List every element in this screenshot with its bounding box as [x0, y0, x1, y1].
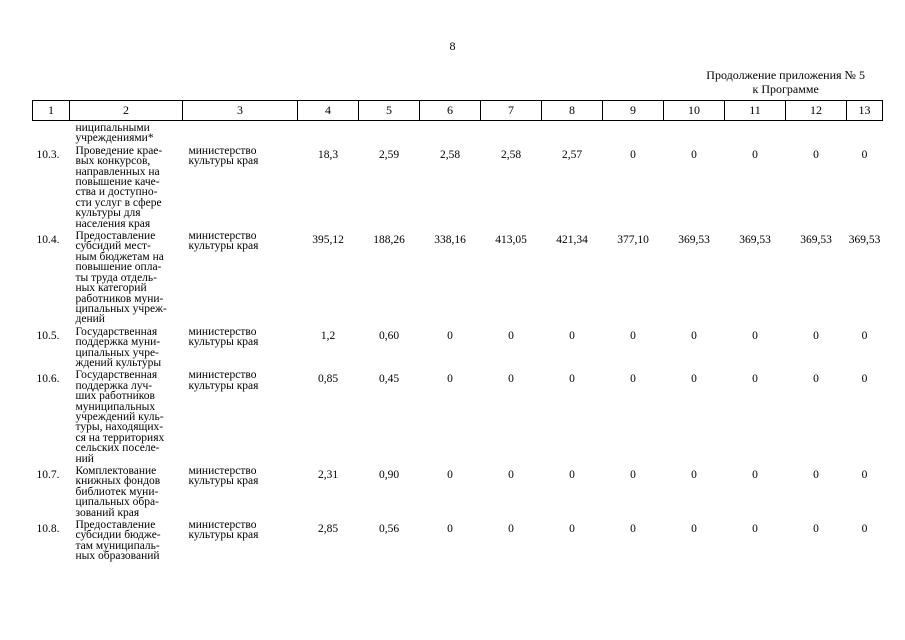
- table-row: [33, 325, 883, 369]
- header-row: [33, 101, 883, 121]
- name-line: дений: [75, 313, 105, 326]
- name-line: сти услуг в сфере: [75, 196, 162, 209]
- activity-name: [70, 229, 183, 325]
- name-line: книжных фондов: [75, 475, 161, 488]
- value-cell: 0: [861, 523, 868, 536]
- value-cell: 0: [630, 329, 636, 342]
- value-cell: 0: [447, 469, 453, 481]
- name-line: Предоставление: [75, 519, 156, 532]
- name-line: Предоставление: [75, 230, 156, 243]
- name-line: поддержка луч-: [75, 379, 153, 392]
- column-header: 11: [725, 101, 786, 121]
- value-cell: 0: [861, 373, 868, 386]
- value-cell: 0: [752, 373, 758, 386]
- value-cell: 377,10: [617, 234, 649, 247]
- column-header: 9: [603, 101, 664, 121]
- value-cell: 0: [691, 523, 697, 536]
- table-row: [33, 368, 883, 464]
- name-line: направленных на: [75, 165, 160, 178]
- value-cell: 0,56: [378, 523, 400, 536]
- value-cell: 0: [630, 373, 636, 386]
- name-line: Комплектование: [75, 465, 157, 477]
- name-line: ждений культуры: [75, 356, 162, 369]
- table-row: [33, 229, 883, 325]
- caption-line-1: Продолжение приложения № 5: [706, 68, 865, 82]
- column-header: 4: [298, 101, 359, 121]
- column-header: 3: [183, 101, 298, 121]
- value-cell: 369,53: [739, 234, 771, 247]
- executor-line: культуры края: [188, 155, 259, 168]
- activity-name: [70, 518, 183, 562]
- value-cell: 369,53: [800, 234, 832, 247]
- value-cell: 0: [752, 329, 758, 342]
- activity-name: [70, 144, 183, 229]
- name-line: ципальных учреж-: [75, 302, 167, 315]
- name-line: культуры для: [75, 207, 141, 220]
- name-line: ных образований: [75, 550, 160, 563]
- activity-name: [70, 325, 183, 369]
- executor: [183, 518, 298, 562]
- value-cell: 188,26: [373, 234, 405, 247]
- continuation-row: [33, 121, 883, 144]
- value-cell: 413,05: [495, 234, 527, 247]
- program-table: [32, 100, 883, 562]
- name-line: работников муни-: [75, 292, 164, 305]
- value-cell: 395,12: [312, 234, 344, 247]
- appendix-caption: [706, 68, 865, 96]
- value-cell: 0: [752, 523, 758, 536]
- value-cell: 0: [508, 469, 514, 481]
- value-cell: 0: [630, 523, 636, 536]
- value-cell: 369,53: [678, 234, 710, 247]
- column-header: 1: [33, 101, 70, 121]
- caption-line-2: к Программе: [752, 82, 819, 96]
- executor-line: министерство: [188, 230, 257, 243]
- value-cell: 338,16: [434, 234, 466, 247]
- name-line: повышение каче-: [75, 176, 160, 189]
- value-cell: 0: [447, 523, 453, 536]
- value-cell: 0,60: [378, 329, 400, 342]
- column-header: 5: [359, 101, 420, 121]
- executor-line: министерство: [188, 144, 257, 157]
- executor: [183, 229, 298, 325]
- executor: [183, 325, 298, 369]
- name-line: Государственная: [75, 369, 158, 382]
- name-line: туры, находящих-: [75, 421, 164, 434]
- name-line: там муниципаль-: [75, 539, 160, 552]
- value-cell: 0: [508, 329, 514, 342]
- name-line: библиотек муни-: [75, 485, 159, 498]
- name-line: ний: [75, 452, 94, 465]
- name-line: повышение опла-: [75, 261, 162, 274]
- value-cell: 0: [813, 469, 819, 481]
- value-cell: 18,3: [317, 148, 339, 161]
- name-line: учреждениями*: [75, 132, 154, 145]
- value-cell: 0: [569, 329, 575, 342]
- value-cell: 2,85: [317, 523, 339, 536]
- row-number: 10.7.: [36, 469, 60, 481]
- value-cell: 0: [508, 373, 514, 386]
- name-line: ным бюджетам на: [75, 250, 164, 263]
- executor-line: министерство: [188, 519, 257, 532]
- table-row: [33, 144, 883, 229]
- column-header: 10: [664, 101, 725, 121]
- column-header: 7: [481, 101, 542, 121]
- value-cell: 0: [569, 373, 575, 386]
- table-row: [33, 518, 883, 562]
- value-cell: 0: [569, 469, 575, 481]
- value-cell: 2,58: [439, 148, 461, 161]
- value-cell: 421,34: [556, 234, 588, 247]
- row-number: 10.3.: [36, 148, 60, 161]
- column-header: 6: [420, 101, 481, 121]
- executor-line: культуры края: [188, 240, 259, 253]
- value-cell: 0: [508, 523, 514, 536]
- value-cell: 0: [447, 373, 453, 386]
- executor-line: культуры края: [188, 529, 259, 542]
- name-line: Государственная: [75, 325, 158, 338]
- page-number: 8: [449, 39, 456, 53]
- name-line: субсидий мест-: [75, 240, 151, 253]
- value-cell: 0: [630, 469, 636, 481]
- column-header: 13: [847, 101, 883, 121]
- value-cell: 1,2: [320, 329, 336, 342]
- name-line: ципальных учре-: [75, 346, 159, 359]
- value-cell: 2,59: [378, 148, 400, 161]
- value-cell: 0: [691, 148, 697, 161]
- value-cell: 0: [630, 148, 636, 161]
- continuation-text: [70, 121, 183, 144]
- executor-line: культуры края: [188, 379, 259, 392]
- value-cell: 0: [861, 148, 868, 161]
- value-cell: 0: [813, 148, 819, 161]
- name-line: зований края: [75, 506, 140, 519]
- name-line: населения края: [75, 217, 151, 230]
- value-cell: 369,53: [848, 234, 881, 247]
- value-cell: 0: [691, 373, 697, 386]
- value-cell: 0: [813, 329, 819, 342]
- name-line: ниципальными: [75, 122, 150, 134]
- value-cell: 0: [813, 523, 819, 536]
- name-line: ства и доступно-: [75, 186, 158, 199]
- row-number: 10.5.: [36, 329, 60, 342]
- executor: [183, 464, 298, 518]
- value-cell: 0: [861, 469, 868, 481]
- column-header: 12: [786, 101, 847, 121]
- executor-line: министерство: [188, 369, 257, 382]
- value-cell: 0: [813, 373, 819, 386]
- value-cell: 0: [861, 329, 868, 342]
- executor: [183, 368, 298, 464]
- row-number: 10.4.: [36, 234, 60, 247]
- value-cell: 0,90: [378, 469, 400, 481]
- value-cell: 2,31: [317, 469, 339, 481]
- name-line: субсидии бюдже-: [75, 529, 161, 542]
- name-line: ципальных обра-: [75, 496, 159, 509]
- executor-line: министерство: [188, 325, 257, 338]
- value-cell: 0: [691, 469, 697, 481]
- value-cell: 0: [691, 329, 697, 342]
- executor: [183, 144, 298, 229]
- name-line: ных категорий: [75, 282, 147, 295]
- table-row: [33, 464, 883, 518]
- activity-name: [70, 464, 183, 518]
- name-line: поддержка муни-: [75, 336, 161, 349]
- value-cell: 0: [752, 469, 758, 481]
- value-cell: 2,58: [500, 148, 522, 161]
- name-line: ших работников: [75, 390, 155, 403]
- value-cell: 0: [569, 523, 575, 536]
- value-cell: 2,57: [561, 148, 583, 161]
- value-cell: 0: [447, 329, 453, 342]
- executor-line: культуры края: [188, 336, 259, 349]
- name-line: учреждений куль-: [75, 410, 164, 423]
- name-line: вых конкурсов,: [75, 155, 151, 168]
- name-line: ты труда отдель-: [75, 271, 157, 284]
- executor-line: министерство: [188, 465, 257, 477]
- row-number: 10.6.: [36, 373, 60, 386]
- activity-name: [70, 368, 183, 464]
- value-cell: 0: [752, 148, 758, 161]
- name-line: Проведение крае-: [75, 144, 163, 157]
- value-cell: 0,85: [317, 373, 339, 386]
- executor-line: культуры края: [188, 475, 259, 488]
- column-header: 8: [542, 101, 603, 121]
- name-line: муниципальных: [75, 400, 156, 413]
- column-header: 2: [70, 101, 183, 121]
- value-cell: 0,45: [378, 373, 400, 386]
- name-line: сельских поселе-: [75, 442, 160, 455]
- name-line: ся на территориях: [75, 431, 165, 444]
- row-number: 10.8.: [36, 523, 60, 536]
